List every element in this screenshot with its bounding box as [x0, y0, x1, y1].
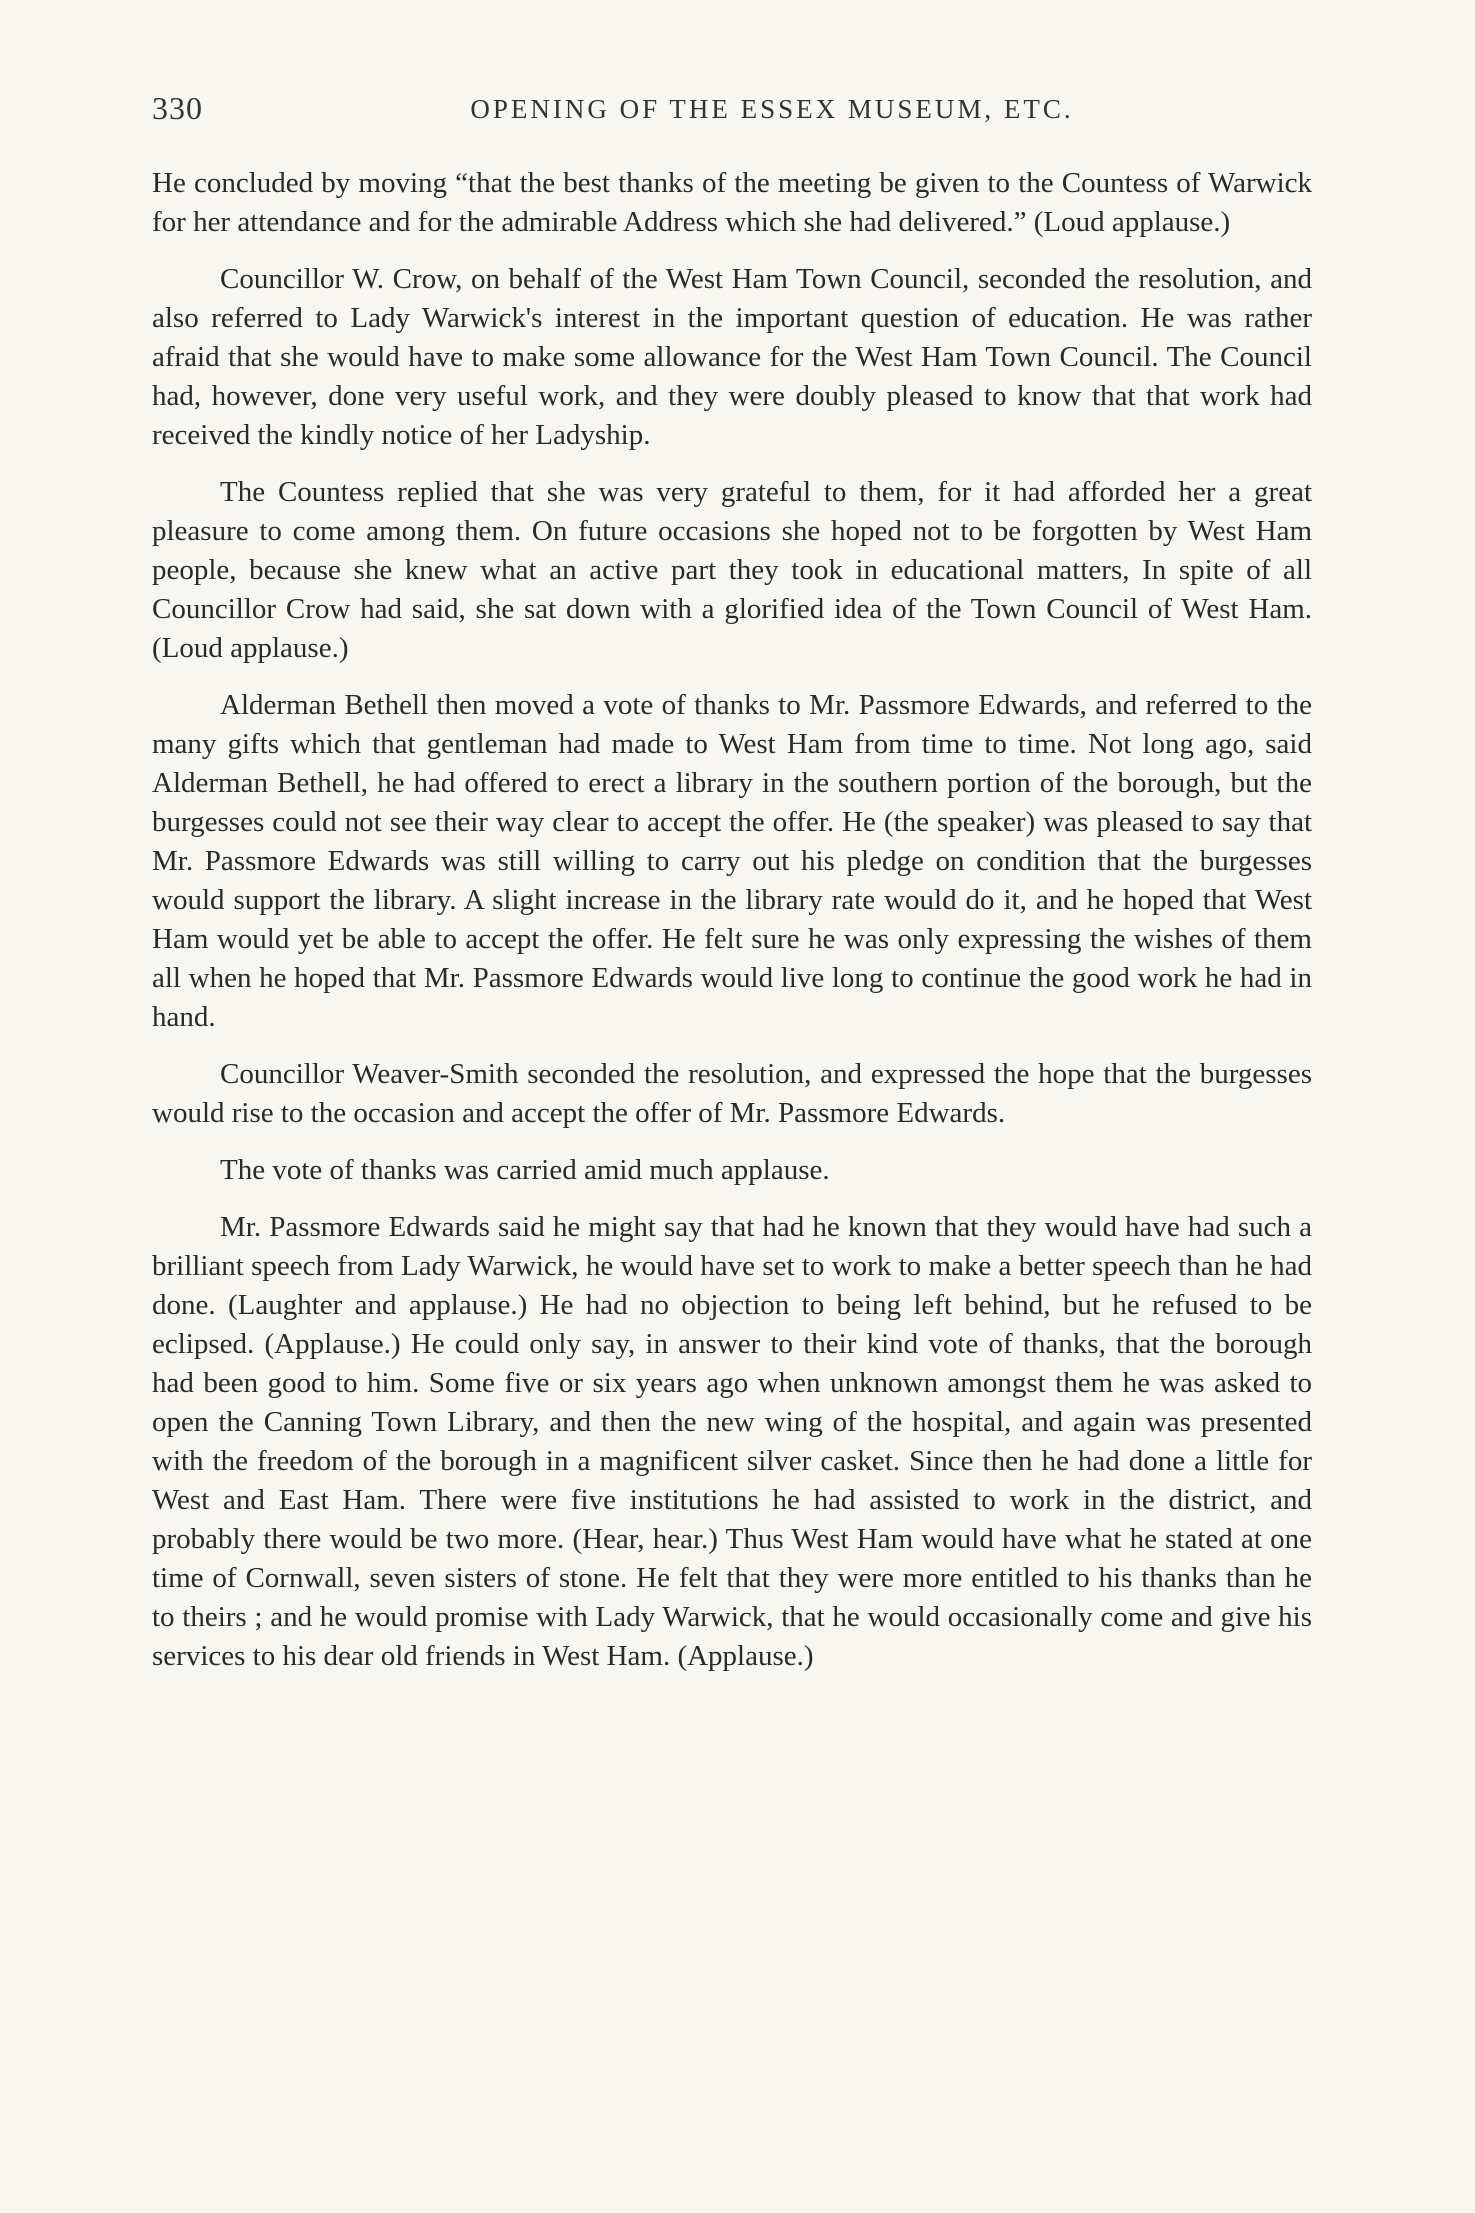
paragraph-passmore-edwards: Mr. Passmore Edwards said he might say that had he known that they would have had such a brilliant speech from Lady Warwick, he would have set to work to make a better speech than he had done. (Laughter and applause.) He had no objection to being left behind, but he refused to be eclipsed. (Applause.) He could only say, in answer to their kind vote of thanks, that the borough had been good to him. Some five or six years ago when unknown amongst them he was asked to open the Canning Town Library, and then the new wing of the hospital, and again was presented with the freedom of the borough in a magnificent silver casket. Since then he had done a little for West and East Ham. There were five institutions he had assisted to work in the district, and probably there would be two more. (Hear, hear.) Thus West Ham would have what he stated at one time of Cornwall, seven sisters of stone. He felt that they were more entitled to his thanks than he to theirs ; and he would promise with Lady Warwick, that he would occasionally come and give his services to his dear old friends in West Ham. (Applause.) — [152, 1211, 1312, 1672]
paragraph-weaver-smith: Councillor Weaver-Smith seconded the resolution, and expressed the hope that the burgesses would rise to the occasion and accept the offer of Mr. Passmore Edwards. — [152, 1058, 1312, 1129]
paragraph-concluding-motion: He concluded by moving “that the best thanks of the meeting be given to the Countess of Warwick for her attendance and for the admirable Address which she had delivered.” (Loud applause.) — [152, 167, 1312, 238]
page-number: 330 — [152, 90, 203, 126]
paragraph-councillor-crow: Councillor W. Crow, on behalf of the West Ham Town Council, seconded the resolution, and also referred to Lady Warwick's interest in the important question of education. He was rather afraid that she would have to make some allowance for the West Ham Town Council. The Council had, however, done very useful work, and they were doubly pleased to know that that work had received the kindly notice of her Ladyship. — [152, 263, 1312, 451]
body-text — [152, 164, 1312, 1676]
paragraph-vote-carried: The vote of thanks was carried amid much applause. — [220, 1154, 830, 1186]
running-header — [152, 90, 1312, 140]
book-page — [152, 90, 1312, 1694]
paragraph-countess-reply: The Countess replied that she was very grateful to them, for it had afforded her a great pleasure to come among them. On future occasions she hoped not to be forgotten by West Ham people, because she knew what an active part they took in educational matters, In spite of all Councillor Crow had said, she sat down with a glorified idea of the Town Council of West Ham. (Loud applause.) — [152, 476, 1312, 664]
running-title: OPENING OF THE ESSEX MUSEUM, ETC. — [470, 94, 1074, 124]
paragraph-alderman-bethell: Alderman Bethell then moved a vote of thanks to Mr. Passmore Edwards, and referred to the many gifts which that gentleman had made to West Ham from time to time. Not long ago, said Alderman Bethell, he had offered to erect a library in the southern portion of the borough, but the burgesses could not see their way clear to accept the offer. He (the speaker) was pleased to say that Mr. Passmore Edwards was still willing to carry out his pledge on condition that the burgesses would support the library. A slight increase in the library rate would do it, and he hoped that West Ham would yet be able to accept the offer. He felt sure he was only expressing the wishes of them all when he hoped that Mr. Passmore Edwards would live long to continue the good work he had in hand. — [152, 689, 1312, 1033]
